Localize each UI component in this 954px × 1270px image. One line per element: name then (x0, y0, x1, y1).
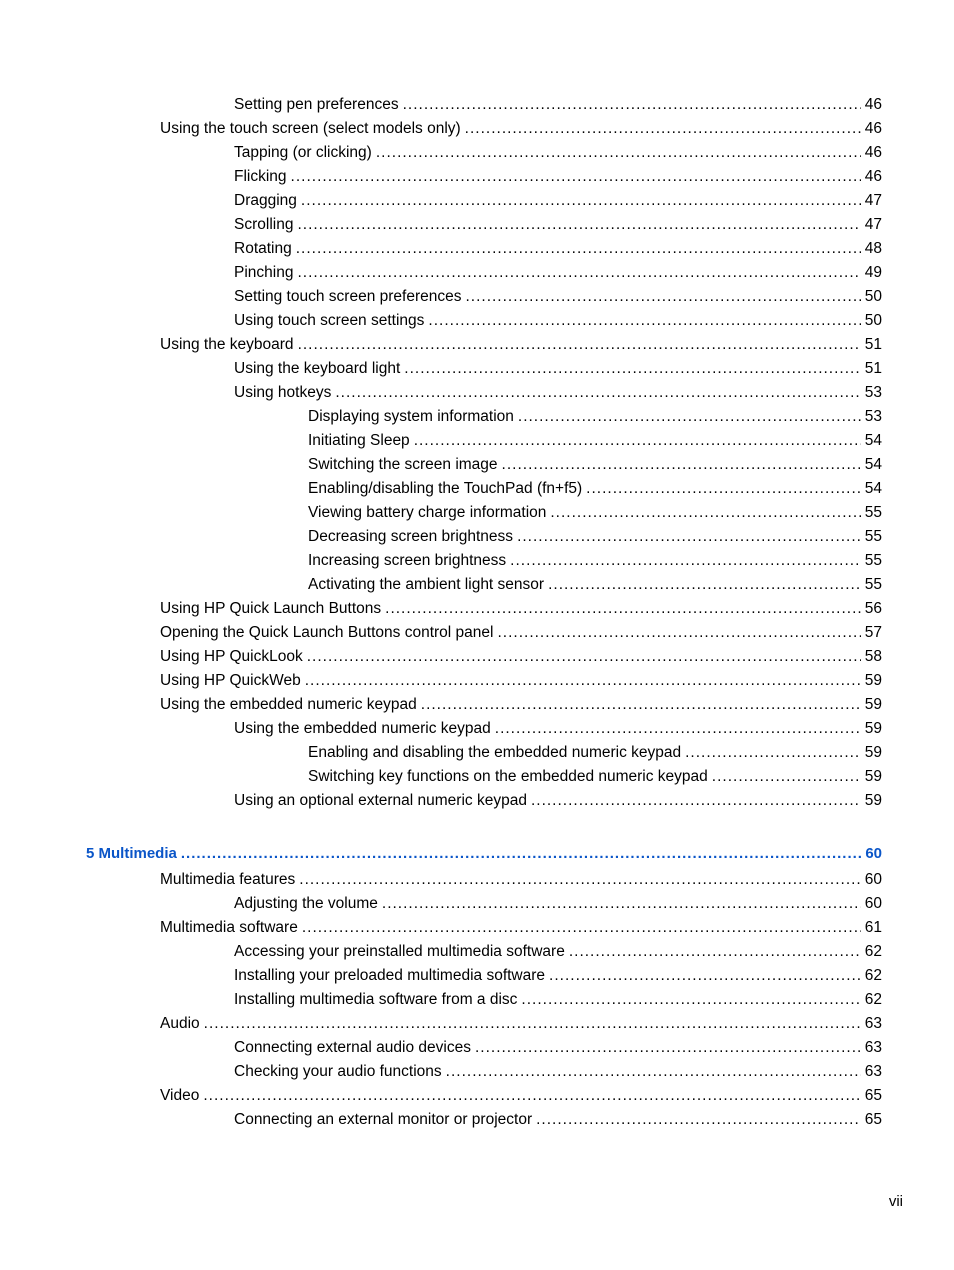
dot-leader (685, 741, 861, 765)
toc-entry-page: 50 (864, 312, 882, 329)
dot-leader (414, 429, 861, 453)
toc-entry-link[interactable] (160, 645, 882, 669)
toc-entry-page: 65 (864, 1111, 882, 1128)
toc-entry-title: Decreasing screen brightness (308, 528, 514, 545)
toc-entry-page: 59 (864, 720, 882, 737)
toc-entry-title: Multimedia features (160, 871, 296, 888)
dot-leader (385, 597, 861, 621)
toc-entry-page: 47 (864, 216, 882, 233)
toc-entry-link[interactable] (234, 189, 882, 213)
toc-entry-link[interactable] (234, 988, 882, 1012)
toc-entry-title: Initiating Sleep (308, 432, 410, 449)
toc-entry-link[interactable] (234, 1108, 882, 1132)
toc-entry-title: Using an optional external numeric keypad (234, 792, 527, 809)
toc-entry-title: Flicking (234, 168, 287, 185)
toc-entry-title: Audio (160, 1015, 200, 1032)
toc-entry-link[interactable] (308, 741, 882, 765)
toc-entry-page: 46 (864, 168, 882, 185)
toc-chapter-link[interactable] (86, 842, 882, 866)
toc-entry-title: Activating the ambient light sensor (308, 576, 545, 593)
toc-entry-page: 63 (864, 1039, 882, 1056)
toc-entry-title: Installing multimedia software from a disc (234, 991, 518, 1008)
toc-entry-link[interactable] (234, 261, 882, 285)
toc-entry-link[interactable] (160, 1084, 882, 1108)
toc-entry-page: 53 (864, 408, 882, 425)
toc-entry-title: Installing your preloaded multimedia software (234, 967, 546, 984)
toc-entry-title: 5 Multimedia (86, 845, 177, 862)
dot-leader (465, 285, 860, 309)
toc-entry-title: Switching the screen image (308, 456, 498, 473)
toc-entry-page: 59 (864, 696, 882, 713)
dot-leader (536, 1108, 861, 1132)
toc-entry-page: 54 (864, 432, 882, 449)
dot-leader (497, 621, 860, 645)
page-number: vii (888, 1193, 903, 1210)
toc-entry-link[interactable] (160, 621, 882, 645)
toc-entry-title: Using the touch screen (select models only) (160, 120, 461, 137)
dot-leader (181, 842, 861, 866)
toc-entry-title: Opening the Quick Launch Buttons control panel (160, 624, 494, 641)
toc-entry-link[interactable] (234, 381, 882, 405)
dot-leader (510, 549, 861, 573)
toc-entry-title: Increasing screen brightness (308, 552, 507, 569)
toc-entry-link[interactable] (234, 357, 882, 381)
toc-entry-page: 59 (864, 768, 882, 785)
dot-leader (712, 765, 861, 789)
toc-entry-link[interactable] (234, 1060, 882, 1084)
toc-entry-page: 54 (864, 480, 882, 497)
toc-entry-link[interactable] (234, 309, 882, 333)
dot-leader (307, 645, 861, 669)
toc-entry-link[interactable] (308, 525, 882, 549)
toc-entry-title: Enabling and disabling the embedded numeric keypad (308, 744, 682, 761)
toc-entry-title: Displaying system information (308, 408, 514, 425)
toc-entry-link[interactable] (308, 405, 882, 429)
toc-entry-page: 54 (864, 456, 882, 473)
toc-entry-link[interactable] (234, 93, 882, 117)
toc-entry-link[interactable] (160, 868, 882, 892)
toc-entry-link[interactable] (160, 916, 882, 940)
toc-entry-page: 62 (864, 943, 882, 960)
dot-leader (299, 868, 860, 892)
toc-entry-link[interactable] (160, 333, 882, 357)
dot-leader (550, 501, 860, 525)
toc-entry-title: Pinching (234, 264, 294, 281)
dot-leader (549, 964, 861, 988)
toc-entry-page: 56 (864, 600, 882, 617)
toc-entry-link[interactable] (308, 765, 882, 789)
toc-entry-link[interactable] (308, 549, 882, 573)
toc-entry-title: Using HP QuickWeb (160, 672, 301, 689)
toc-entry-page: 53 (864, 384, 882, 401)
toc-entry-link[interactable] (234, 940, 882, 964)
dot-leader (586, 477, 861, 501)
toc-entry-page: 55 (864, 576, 882, 593)
toc-entry-link[interactable] (308, 573, 882, 597)
toc-entry-link[interactable] (160, 669, 882, 693)
toc-entry-page: 50 (864, 288, 882, 305)
toc-entry-title: Connecting an external monitor or projector (234, 1111, 533, 1128)
toc-entry-page: 59 (864, 792, 882, 809)
toc-entry-link[interactable] (234, 141, 882, 165)
toc-entry-page: 58 (864, 648, 882, 665)
dot-leader (465, 117, 861, 141)
toc-entry-page: 63 (864, 1063, 882, 1080)
toc-entry-link[interactable] (160, 693, 882, 717)
toc-entry-link[interactable] (160, 1012, 882, 1036)
toc-entry-link[interactable] (234, 892, 882, 916)
dot-leader (376, 141, 861, 165)
toc-entry-title: Checking your audio functions (234, 1063, 442, 1080)
toc-entry-title: Rotating (234, 240, 292, 257)
toc-entry-link[interactable] (234, 717, 882, 741)
toc-entry-title: Adjusting the volume (234, 895, 378, 912)
dot-leader (305, 669, 861, 693)
toc-entry-title: Using touch screen settings (234, 312, 425, 329)
dot-leader (518, 405, 861, 429)
toc-entry-title: Using the keyboard light (234, 360, 401, 377)
toc-entry-page: 57 (864, 624, 882, 641)
toc-entry-page: 55 (864, 504, 882, 521)
dot-leader (302, 916, 861, 940)
toc-entry-title: Video (160, 1087, 200, 1104)
toc-entry-title: Scrolling (234, 216, 294, 233)
dot-leader (297, 213, 860, 237)
toc-entry-link[interactable] (234, 1036, 882, 1060)
dot-leader (335, 381, 860, 405)
toc-entry-page: 60 (865, 845, 882, 862)
toc-entry-page: 51 (864, 360, 882, 377)
dot-leader (382, 892, 861, 916)
toc-entry-page: 46 (864, 144, 882, 161)
toc-entry-title: Using the embedded numeric keypad (160, 696, 417, 713)
toc-entry-link[interactable] (234, 964, 882, 988)
toc-entry-page: 63 (864, 1015, 882, 1032)
dot-leader (548, 573, 861, 597)
toc-entry-title: Using the embedded numeric keypad (234, 720, 491, 737)
toc-entry-title: Using the keyboard (160, 336, 294, 353)
toc-entry-page: 46 (864, 120, 882, 137)
dot-leader (301, 189, 861, 213)
dot-leader (291, 165, 861, 189)
toc-entry-title: Setting pen preferences (234, 96, 399, 113)
dot-leader (203, 1084, 860, 1108)
dot-leader (446, 1060, 861, 1084)
toc-entry-title: Connecting external audio devices (234, 1039, 471, 1056)
dot-leader (502, 453, 861, 477)
toc-entry-link[interactable] (308, 429, 882, 453)
dot-leader (421, 693, 861, 717)
dot-leader (569, 940, 861, 964)
toc-entry-page: 62 (864, 991, 882, 1008)
toc-entry-link[interactable] (234, 285, 882, 309)
toc-entry-page: 49 (864, 264, 882, 281)
toc-entry-link[interactable] (234, 165, 882, 189)
toc-entry-link[interactable] (308, 453, 882, 477)
dot-leader (517, 525, 861, 549)
toc-entry-title: Setting touch screen preferences (234, 288, 462, 305)
dot-leader (475, 1036, 861, 1060)
toc-entry-link[interactable] (234, 213, 882, 237)
dot-leader (495, 717, 861, 741)
toc-entry-title: Viewing battery charge information (308, 504, 547, 521)
dot-leader (296, 237, 861, 261)
toc-entry-page: 62 (864, 967, 882, 984)
toc-entry-page: 51 (864, 336, 882, 353)
toc-entry-title: Using HP QuickLook (160, 648, 303, 665)
toc-entry-link[interactable] (160, 597, 882, 621)
toc-entry-link[interactable] (308, 477, 882, 501)
toc-entry-title: Using HP Quick Launch Buttons (160, 600, 382, 617)
toc-entry-title: Enabling/disabling the TouchPad (fn+f5) (308, 480, 583, 497)
dot-leader (531, 789, 861, 813)
toc-entry-title: Multimedia software (160, 919, 298, 936)
toc-entry-page: 47 (864, 192, 882, 209)
toc-entry-page: 61 (864, 919, 882, 936)
toc-entry-page: 59 (864, 672, 882, 689)
dot-leader (404, 357, 860, 381)
toc-entry-page: 46 (864, 96, 882, 113)
toc-entry-page: 55 (864, 552, 882, 569)
toc-entry-link[interactable] (234, 789, 882, 813)
toc-entry-page: 59 (864, 744, 882, 761)
toc-entry-page: 48 (864, 240, 882, 257)
toc-entry-page: 55 (864, 528, 882, 545)
dot-leader (428, 309, 860, 333)
toc-entry-link[interactable] (234, 237, 882, 261)
dot-leader (204, 1012, 861, 1036)
toc-entry-title: Switching key functions on the embedded numeric keypad (308, 768, 708, 785)
toc-entry-title: Using hotkeys (234, 384, 332, 401)
toc-entry-title: Tapping (or clicking) (234, 144, 372, 161)
dot-leader (521, 988, 860, 1012)
dot-leader (403, 93, 861, 117)
toc-entry-title: Dragging (234, 192, 297, 209)
toc-entry-title: Accessing your preinstalled multimedia software (234, 943, 565, 960)
toc-entry-link[interactable] (160, 117, 882, 141)
toc-entry-page: 60 (864, 895, 882, 912)
toc-entry-page: 60 (864, 871, 882, 888)
toc-entry-page: 65 (864, 1087, 882, 1104)
toc-entry-link[interactable] (308, 501, 882, 525)
dot-leader (298, 333, 861, 357)
dot-leader (297, 261, 860, 285)
